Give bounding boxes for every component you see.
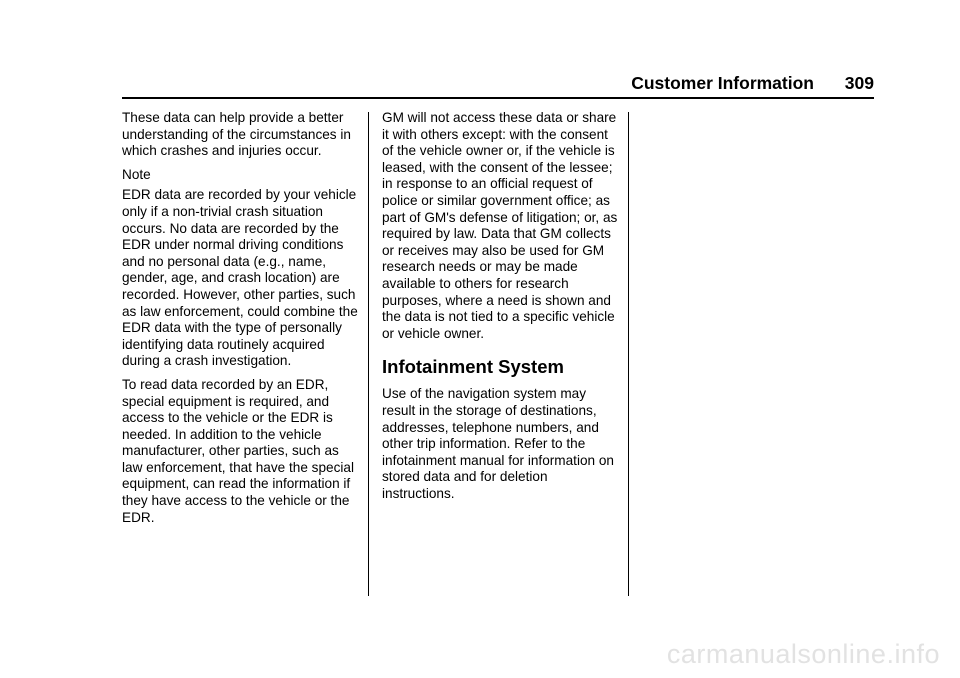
text-column-middle (382, 110, 618, 509)
paragraph-gm-access: GM will not access these data or share it with others except: with the consent of the vehicle owner or, if the vehicle is leased, with the consent of the lessee; in response to an official request of police or similar government office; as part of GM's defense of litigation; or, as required by law. Data that GM collects or receives may also be used for GM research needs or may be made available to others for research purposes, where a need is shown and the data is not tied to a specific vehicle or vehicle owner. (382, 110, 618, 341)
text-column-left (122, 110, 360, 533)
page-header (122, 70, 874, 98)
paragraph-navigation-storage: Use of the navigation system may result in the storage of destinations, addresses, telephone numbers, and other trip information. Refer to the infotainment manual for information on stored data and for deletion instructions. (382, 386, 614, 501)
page-number: 309 (844, 73, 874, 93)
paragraph-edr-reading: To read data recorded by an EDR, special equipment is required, and access to the vehicle or the EDR is needed. In addition to the vehicle manufacturer, other parties, such as law enforcement, that have the special equipment, can read the information if they have access to the vehicle or the EDR. (122, 376, 354, 525)
column-divider-right (628, 112, 629, 596)
column-divider-left (368, 112, 369, 596)
header-divider (122, 97, 874, 99)
watermark: carmanualsonline.info (666, 639, 940, 669)
page-title: Customer Information (631, 73, 814, 93)
section-heading-infotainment: Infotainment System (382, 356, 564, 378)
paragraph-data-benefit: These data can help provide a better understanding of the circumstances in which crashes and injuries occur. (122, 110, 351, 159)
paragraph-edr-recording: EDR data are recorded by your vehicle only if a non-trivial crash situation occurs. No data are recorded by the EDR under normal driving conditions and no personal data (e.g., name, gender, age, and crash location) are recorded. However, other parties, such as law enforcement, could combine the EDR data with the type of personally identifying data routinely acquired during a crash investigation. (122, 187, 358, 369)
note-label: Note (122, 166, 151, 182)
